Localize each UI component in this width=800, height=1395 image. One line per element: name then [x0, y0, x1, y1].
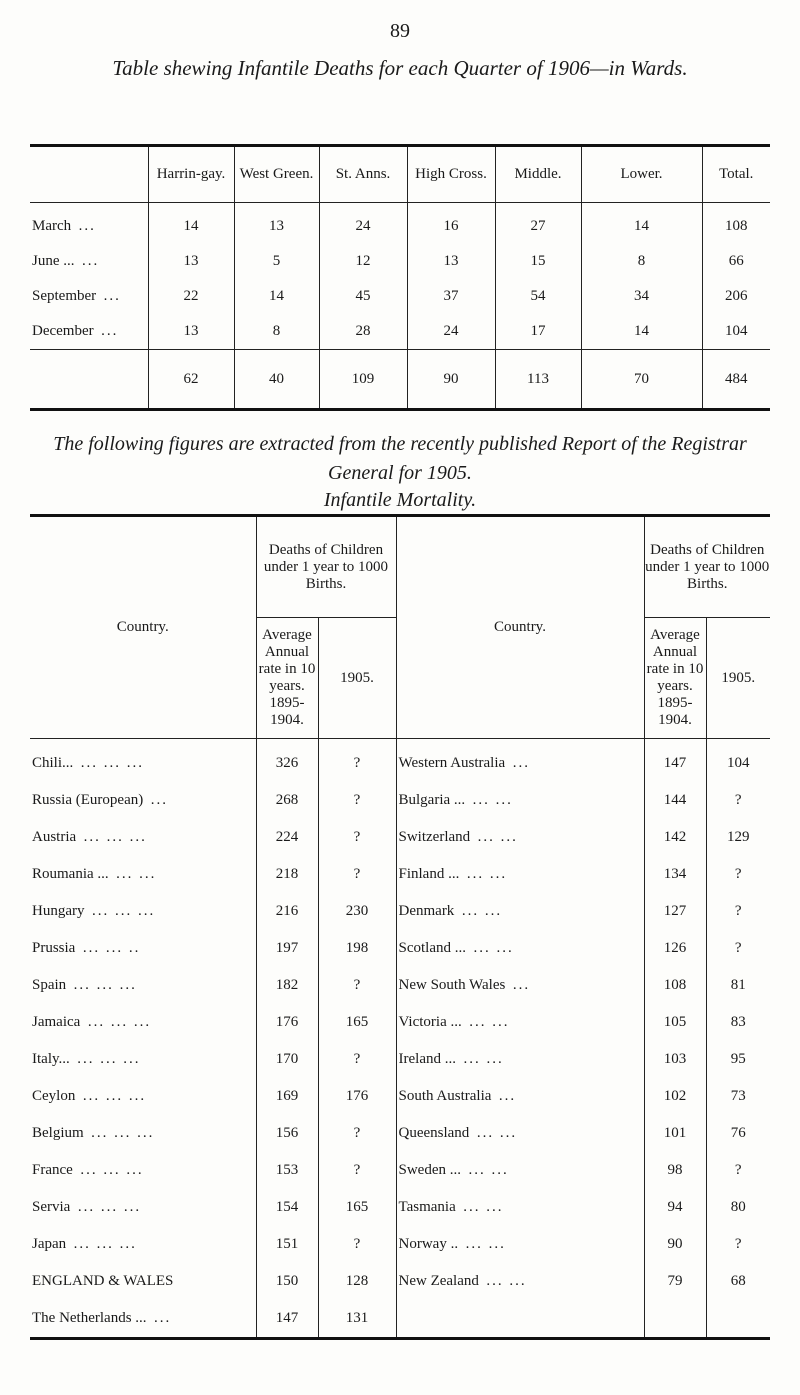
- header-high-cross: High Cross.: [407, 146, 495, 203]
- leader-dots: ... ... ...: [77, 1199, 142, 1215]
- header-middle: Middle.: [495, 146, 581, 203]
- country-cell: [30, 893, 256, 930]
- value-cell: 28: [319, 314, 407, 350]
- avg-rate-cell: 182: [256, 967, 318, 1004]
- rate-1905-cell: 83: [706, 1004, 770, 1041]
- country-cell: [30, 1189, 256, 1226]
- leader-dots: ... ... ...: [87, 1014, 152, 1030]
- country-name: Victoria ...: [398, 1014, 462, 1030]
- rate-1905-cell: [706, 1300, 770, 1339]
- country-cell: [30, 1152, 256, 1189]
- avg-rate-cell: 103: [644, 1041, 706, 1078]
- rate-1905-cell: ?: [318, 1115, 396, 1152]
- table-row: [30, 1115, 770, 1152]
- avg-rate-cell: 154: [256, 1189, 318, 1226]
- value-cell: 12: [319, 244, 407, 279]
- rate-1905-cell: ?: [318, 819, 396, 856]
- avg-rate-cell: 105: [644, 1004, 706, 1041]
- avg-rate-cell: 150: [256, 1263, 318, 1300]
- value-cell: 13: [148, 244, 234, 279]
- country-name: Russia (European): [32, 792, 144, 808]
- country-cell: [30, 782, 256, 819]
- country-cell: [30, 1004, 256, 1041]
- value-cell: 14: [581, 203, 702, 245]
- country-cell: [396, 782, 644, 819]
- country-cell: [396, 1226, 644, 1263]
- country-name: New South Wales: [398, 977, 506, 993]
- header-harringay: Harrin-gay.: [148, 146, 234, 203]
- header-lower: Lower.: [581, 146, 702, 203]
- rate-1905-cell: 95: [706, 1041, 770, 1078]
- country-cell: [396, 1041, 644, 1078]
- avg-rate-cell: [644, 1300, 706, 1339]
- country-name: Ireland ...: [398, 1051, 456, 1067]
- country-name: Switzerland: [398, 829, 471, 845]
- total-cell: 70: [581, 350, 702, 410]
- value-cell: 13: [407, 244, 495, 279]
- avg-rate-cell: 127: [644, 893, 706, 930]
- table-row: [30, 1004, 770, 1041]
- leader-dots: ...: [101, 323, 119, 339]
- country-name: Spain: [32, 977, 67, 993]
- rate-1905-cell: ?: [318, 1226, 396, 1263]
- leader-dots: ... ...: [486, 1273, 527, 1289]
- avg-rate-cell: 108: [644, 967, 706, 1004]
- country-name: South Australia: [398, 1088, 492, 1104]
- country-header: Country.: [396, 516, 644, 739]
- country-name: Prussia: [32, 940, 76, 956]
- avg-rate-cell: 176: [256, 1004, 318, 1041]
- leader-dots: ... ... ...: [83, 829, 147, 845]
- country-cell: [30, 856, 256, 893]
- value-cell: 14: [581, 314, 702, 350]
- rate-1905-cell: ?: [706, 1152, 770, 1189]
- avg-rate-cell: 216: [256, 893, 318, 930]
- rate-1905-cell: ?: [706, 782, 770, 819]
- table-row: [30, 1078, 770, 1115]
- table-row: [30, 279, 770, 314]
- rate-1905-cell: ?: [318, 739, 396, 783]
- country-name: Denmark: [398, 903, 455, 919]
- rate-1905-cell: 165: [318, 1189, 396, 1226]
- table-row: [30, 244, 770, 279]
- rate-1905-cell: 131: [318, 1300, 396, 1339]
- avg-rate-cell: 144: [644, 782, 706, 819]
- leader-dots: ... ... ...: [80, 1162, 144, 1178]
- quarter-label: December: [32, 323, 94, 339]
- leader-dots: ... ...: [473, 940, 514, 956]
- table-row: [30, 893, 770, 930]
- leader-dots: ... ... ...: [82, 1088, 147, 1104]
- country-cell: [396, 1152, 644, 1189]
- country-name: Western Australia: [398, 755, 506, 771]
- country-name: France: [32, 1162, 73, 1178]
- total-cell: 40: [234, 350, 319, 410]
- leader-dots: ...: [512, 977, 531, 993]
- value-cell: 16: [407, 203, 495, 245]
- table-row: [30, 1189, 770, 1226]
- value-cell: 54: [495, 279, 581, 314]
- value-cell: 45: [319, 279, 407, 314]
- country-cell: [396, 1263, 644, 1300]
- leader-dots: ...: [512, 755, 530, 771]
- value-cell: 13: [148, 314, 234, 350]
- value-cell: 37: [407, 279, 495, 314]
- total-cell: 113: [495, 350, 581, 410]
- value-cell: 22: [148, 279, 234, 314]
- country-name: Tasmania: [398, 1199, 456, 1215]
- country-name: Scotland ...: [398, 940, 466, 956]
- country-name: Ceylon: [32, 1088, 76, 1104]
- year-1905-header: 1905.: [706, 618, 770, 739]
- table-row: [30, 1300, 770, 1339]
- leader-dots: ... ...: [476, 1125, 518, 1141]
- quarter-label-cell: [30, 244, 148, 279]
- quarter-header-cell: [30, 146, 148, 203]
- rate-1905-cell: 128: [318, 1263, 396, 1300]
- country-name: New Zealand: [398, 1273, 479, 1289]
- total-cell: 484: [702, 350, 770, 410]
- leader-dots: ...: [78, 218, 96, 234]
- avg-rate-cell: 101: [644, 1115, 706, 1152]
- table-row: [30, 967, 770, 1004]
- avg-rate-header: Average Annual rate in 10 years. 1895-1904.: [256, 618, 318, 739]
- country-name: Servia: [32, 1199, 71, 1215]
- value-cell: 24: [407, 314, 495, 350]
- country-name: Norway ..: [398, 1236, 459, 1252]
- header-west-green: West Green.: [234, 146, 319, 203]
- total-cell: 90: [407, 350, 495, 410]
- wards-table-title: Table shewing Infantile Deaths for each Quarter of 1906—in Wards.: [112, 56, 688, 80]
- table-row: [30, 1226, 770, 1263]
- country-cell: [30, 1078, 256, 1115]
- value-cell: 104: [702, 314, 770, 350]
- value-cell: 17: [495, 314, 581, 350]
- total-cell: 62: [148, 350, 234, 410]
- value-cell: 15: [495, 244, 581, 279]
- rate-1905-cell: ?: [318, 782, 396, 819]
- country-cell: [396, 1300, 644, 1339]
- table-row: [30, 1263, 770, 1300]
- country-cell: [396, 930, 644, 967]
- rate-1905-cell: 129: [706, 819, 770, 856]
- table-row: [30, 782, 770, 819]
- wards-deaths-table: [30, 144, 770, 411]
- table-row: [30, 739, 770, 783]
- country-cell: [396, 739, 644, 783]
- avg-rate-cell: 153: [256, 1152, 318, 1189]
- table-row: [30, 819, 770, 856]
- leader-dots: ... ... ...: [92, 903, 156, 919]
- country-cell: [30, 739, 256, 783]
- country-name: Bulgaria ...: [398, 792, 466, 808]
- quarter-label: March: [32, 218, 72, 234]
- table-row: [30, 314, 770, 350]
- rate-1905-cell: ?: [706, 856, 770, 893]
- country-cell: [30, 819, 256, 856]
- country-cell: [30, 1300, 256, 1339]
- leader-dots: ... ... ...: [73, 1236, 137, 1252]
- country-cell: [30, 1263, 256, 1300]
- wards-header-row: [30, 146, 770, 203]
- leader-dots: ... ... ...: [73, 977, 137, 993]
- avg-rate-cell: 197: [256, 930, 318, 967]
- intro-paragraph: The following figures are extracted from the recently published Report of the Registrar General for 1905.: [53, 433, 747, 484]
- country-name: Japan: [32, 1236, 67, 1252]
- leader-dots: ... ...: [472, 792, 513, 808]
- country-cell: [30, 1226, 256, 1263]
- rate-1905-cell: 81: [706, 967, 770, 1004]
- year-1905-header: 1905.: [318, 618, 396, 739]
- leader-dots: ...: [103, 288, 121, 304]
- value-cell: 13: [234, 203, 319, 245]
- value-cell: 8: [234, 314, 319, 350]
- rate-1905-cell: 176: [318, 1078, 396, 1115]
- country-cell: [30, 967, 256, 1004]
- country-name: Finland ...: [398, 866, 460, 882]
- country-cell: [30, 1041, 256, 1078]
- avg-rate-cell: 126: [644, 930, 706, 967]
- rate-1905-cell: ?: [318, 967, 396, 1004]
- country-cell: [30, 1115, 256, 1152]
- table-row: [30, 1041, 770, 1078]
- avg-rate-cell: 156: [256, 1115, 318, 1152]
- avg-rate-cell: 218: [256, 856, 318, 893]
- value-cell: 24: [319, 203, 407, 245]
- leader-dots: ...: [154, 1310, 172, 1326]
- avg-rate-cell: 90: [644, 1226, 706, 1263]
- avg-rate-cell: 224: [256, 819, 318, 856]
- country-cell: [30, 930, 256, 967]
- table-row: [30, 856, 770, 893]
- value-cell: 34: [581, 279, 702, 314]
- header-total: Total.: [702, 146, 770, 203]
- avg-rate-cell: 147: [644, 739, 706, 783]
- quarter-label-cell: [30, 203, 148, 245]
- avg-rate-cell: 268: [256, 782, 318, 819]
- mortality-header-row: [30, 516, 770, 618]
- value-cell: 8: [581, 244, 702, 279]
- value-cell: 14: [148, 203, 234, 245]
- country-cell: [396, 967, 644, 1004]
- rate-1905-cell: 73: [706, 1078, 770, 1115]
- leader-dots: ... ...: [463, 1199, 504, 1215]
- total-cell: 109: [319, 350, 407, 410]
- quarter-label: June ...: [32, 253, 75, 269]
- country-name: Jamaica: [32, 1014, 81, 1030]
- leader-dots: ... ... ...: [80, 755, 145, 771]
- value-cell: 14: [234, 279, 319, 314]
- leader-dots: ... ...: [468, 1162, 509, 1178]
- leader-dots: ... ...: [116, 866, 157, 882]
- avg-rate-cell: 151: [256, 1226, 318, 1263]
- rate-1905-cell: 165: [318, 1004, 396, 1041]
- rate-1905-cell: 104: [706, 739, 770, 783]
- rate-1905-cell: ?: [706, 930, 770, 967]
- leader-dots: ... ... ...: [91, 1125, 155, 1141]
- country-cell: [396, 1004, 644, 1041]
- table-row: [30, 930, 770, 967]
- country-name: Austria: [32, 829, 77, 845]
- country-name: Chili...: [32, 755, 74, 771]
- rate-1905-cell: ?: [318, 1152, 396, 1189]
- rate-1905-cell: ?: [318, 856, 396, 893]
- infantile-mortality-table: [30, 514, 770, 1340]
- leader-dots: ... ...: [477, 829, 518, 845]
- country-name: Belgium: [32, 1125, 84, 1141]
- value-cell: 108: [702, 203, 770, 245]
- avg-rate-cell: 134: [644, 856, 706, 893]
- table-row: [30, 1152, 770, 1189]
- country-name: The Netherlands ...: [32, 1310, 147, 1326]
- country-cell: [396, 1189, 644, 1226]
- value-cell: 5: [234, 244, 319, 279]
- table-row: [30, 203, 770, 245]
- rate-1905-cell: ?: [318, 1041, 396, 1078]
- country-cell: [396, 819, 644, 856]
- mortality-title: Infantile Mortality.: [323, 489, 477, 511]
- value-cell: 27: [495, 203, 581, 245]
- rate-1905-cell: 198: [318, 930, 396, 967]
- avg-rate-cell: 170: [256, 1041, 318, 1078]
- country-cell: [396, 1115, 644, 1152]
- leader-dots: ...: [150, 792, 168, 808]
- header-st-anns: St. Anns.: [319, 146, 407, 203]
- leader-dots: ... ...: [463, 1051, 504, 1067]
- wards-totals-row: [30, 350, 770, 410]
- leader-dots: ...: [82, 253, 100, 269]
- country-name: Roumania ...: [32, 866, 109, 882]
- page-number: 89: [390, 20, 410, 42]
- leader-dots: ... ... ..: [82, 940, 141, 956]
- avg-rate-cell: 326: [256, 739, 318, 783]
- country-cell: [396, 1078, 644, 1115]
- avg-rate-cell: 147: [256, 1300, 318, 1339]
- country-name: Sweden ...: [398, 1162, 461, 1178]
- rate-1905-cell: ?: [706, 1226, 770, 1263]
- country-cell: [396, 856, 644, 893]
- country-name: Queensland: [398, 1125, 470, 1141]
- rate-1905-cell: 80: [706, 1189, 770, 1226]
- rate-1905-cell: ?: [706, 893, 770, 930]
- quarter-label-cell: [30, 314, 148, 350]
- rate-1905-cell: 76: [706, 1115, 770, 1152]
- country-cell: [396, 893, 644, 930]
- rate-1905-cell: 68: [706, 1263, 770, 1300]
- value-cell: 206: [702, 279, 770, 314]
- quarter-label: September: [32, 288, 97, 304]
- avg-rate-cell: 142: [644, 819, 706, 856]
- leader-dots: ... ...: [466, 866, 508, 882]
- rate-1905-cell: 230: [318, 893, 396, 930]
- leader-dots: ... ... ...: [77, 1051, 141, 1067]
- totals-label-cell: [30, 350, 148, 410]
- country-header: Country.: [30, 516, 256, 739]
- deaths-header: Deaths of Children under 1 year to 1000 Births.: [644, 516, 770, 618]
- avg-rate-cell: 102: [644, 1078, 706, 1115]
- avg-rate-cell: 169: [256, 1078, 318, 1115]
- value-cell: 66: [702, 244, 770, 279]
- country-name: ENGLAND & WALES: [32, 1273, 174, 1289]
- country-name: Hungary: [32, 903, 85, 919]
- leader-dots: ...: [498, 1088, 517, 1104]
- leader-dots: ... ...: [469, 1014, 510, 1030]
- avg-rate-cell: 94: [644, 1189, 706, 1226]
- country-name: Italy...: [32, 1051, 70, 1067]
- leader-dots: ... ...: [465, 1236, 506, 1252]
- avg-rate-cell: 98: [644, 1152, 706, 1189]
- avg-rate-cell: 79: [644, 1263, 706, 1300]
- deaths-header: Deaths of Children under 1 year to 1000 Births.: [256, 516, 396, 618]
- leader-dots: ... ...: [461, 903, 503, 919]
- quarter-label-cell: [30, 279, 148, 314]
- avg-rate-header: Average Annual rate in 10 years. 1895-1904.: [644, 618, 706, 739]
